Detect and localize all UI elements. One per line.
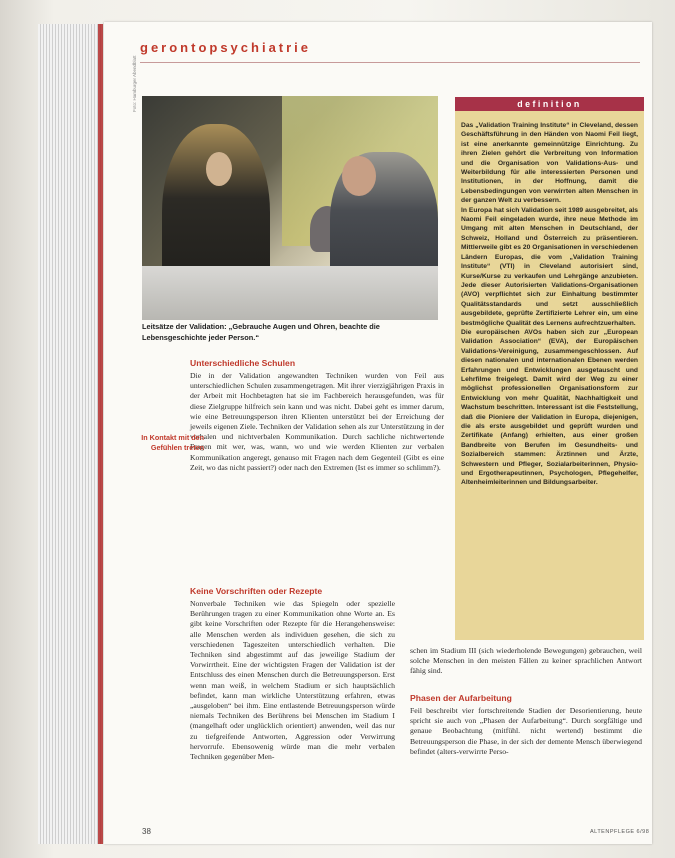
photo-woman-face xyxy=(206,152,232,186)
paragraph-schulen xyxy=(190,371,444,473)
paragraph-phasen-text: Feil beschreibt vier fortschreitende Stadien der Desorientierung, heute spricht sie auch von „Phasen der Aufarbeitung“. Durch sorgfältige und genaue Beobachtung (mitfühl. nicht wertend) bestimmt die Betreuungsperson die Phase, in der sich der demente Mensch überwiegend befindet (alters-verwirrte Perso- xyxy=(410,706,642,756)
paragraph-schulen-text: Die in der Validation angewandten Techniken wurden von Feil aus unterschiedlichen Schulen zusammengetragen. Mit ihrer vierzigjährigen Praxis in der Arbeit mit Hochbetagten hat sie im Fachbereich herausgefunden, was für diese Zielgruppe hilfreich sein kann und was nicht. Dabei geht es immer darum, wie eine Betreuungsperson ihren Klienten unterstützt bei der Erreichung der jeweils eigenen Ziele. Techniken der Validation sehen als zur Unterstützung in der verbalen und nichtverbalen Kommunikation. Durch sachliche nichtwertende Fragen mit wer, was, wann, wo und wie werden Klienten zur verbalen Kommunikation angeregt, genauso mit Fragen nach dem Gegenteil (Gibt es eine Zeit, wo das nicht passiert?) oder nach den Extremen (Ist es immer so schlimm?). xyxy=(190,371,444,472)
book-edge-stripe xyxy=(98,24,103,844)
heading-unterschiedliche-schulen: Unterschiedliche Schulen xyxy=(190,358,296,368)
margin-quote: In Kontakt mit den Gefühlen treten xyxy=(141,433,204,452)
photo-credit: Foto: Hamburger Abendblatt xyxy=(132,55,137,112)
definition-paragraph-3: Die europäischen AVOs haben sich zur „European Validation Association“ (EVA), der Europäischen Validations-Vereinigung, zusammengeschlossen. Auf diesen nationalen und internationalen Ebenen werden Erfahrungen und Entwicklungen ausgetauscht und Lehrfilme freigelegt. Damit wird der Weg zu einer möglichst professionellen Organisationsform zur Entwicklung von mehr Qualität, Nachhaltigkeit und Wachstum beschritten. Interessant ist die Feststellung, daß die Pioniere der Validation in Europa, diejenigen, die als erste ausgebildet und geprüft wurden und Zertifikate (Anfang) erhielten, aus einer großen Bandbreite von Berufen im Gesundheits- und Sozialbereich stammen: Ärztinnen und Ärzte, Schwestern und Pfleger, Sozialarbeiterinnen, Physio- und Ergotherapeutinnen, Psychologen, Pflegehelfer, Altenheimleiterinnen und Bildungsarbeiter. xyxy=(461,328,638,487)
definition-text xyxy=(461,121,638,488)
photo-man-face xyxy=(342,156,376,196)
footer-brand: ALTENPFLEGE 6/98 xyxy=(590,829,650,835)
section-title: gerontopsychiatrie xyxy=(140,40,312,55)
definition-title: definition xyxy=(455,97,644,111)
heading-keine-vorschriften: Keine Vorschriften oder Rezepte xyxy=(190,586,323,596)
paragraph-stadium xyxy=(410,646,642,677)
definition-box xyxy=(455,97,644,640)
photo-caption: Leitsätze der Validation: „Gebrauche Augen und Ohren, beachte die Lebensgeschichte jeder Person.“ xyxy=(142,322,380,342)
paragraph-vorschriften-text: Nonverbale Techniken wie das Spiegeln oder spezielle Berührungen tragen zu einer Kommunikation ohne Worte an. Es gibt keine Vorschriften oder Rezepte für die Herangehensweise: alle Menschen werden als individuen gesehen, die sich zu verschiedenen Tageszeiten unterschiedlich verhalten. Die Techniken sind abgestimmt auf das jeweilige Stadium der Vorwirrtheit. Eine der wichtigsten Fragen der Validation ist der Entschluss des einen Menschen durch die Betreuungsperson. Erst wenn man weiß, in welchem Stadium er sich hauptsächlich befindet, kann man wirkliche Unterstützung erfahren, etwas „ausgeloben“ bei ihm. Eine entlastende Betreuungsperson würde niemals Techniken des Berührens bei Menschen im Stadium I (mangelhaft oder unglücklich orientiert) anwenden, weil das nur zu tiefgreifende Antworten, Aggression oder Verwirrung hervorrufe. Ebensowenig würde man die mehr verbalen Techniken gegenüber Men- xyxy=(190,599,395,762)
paragraph-stadium-text: schen im Stadium III (sich wiederholende Bewegungen) gebrauchen, weil solche Menschen in den meisten Fällen zu keiner sprachlichen Antwort fähig sind. xyxy=(410,646,642,676)
definition-paragraph-2: In Europa hat sich Validation seit 1989 ausgebreitet, als Naomi Feil eingeladen wurde, ihre neue Methode im Umgang mit alten Menschen in Deutschland, der Schweiz, Holland und Österreich zu präsentieren. Mittlerweile gibt es 20 Organisationen in verschiedenen Ländern Europas, die vom „Validation Training Institute“ (VTI) in Cleveland autorisiert sind, Kurse/Kurse zu verkaufen und Lehrgänge anzubieten. Jede dieser Autorisierten Validations-Organisationen (AVO) verpflichtet sich zur Einhaltung bestimmter Qualitätsstandards und setzt ausschließlich ausgebildete, geprüfte Zertifizierte Lehrer ein, um eine bestmögliche Qualität des Lernens aufrechtzuerhalten. xyxy=(461,206,638,327)
definition-paragraph-1: Das „Validation Training Institute“ in Cleveland, dessen Geschäftsführung in den Händen von Naomi Feil liegt, ist eine anerkannte gemeinnützige Einrichtung. Zu ihren Zielen gehört die Verbreitung von Information und die Organisation von Validations-Aus- und Weiterbildung für alle interessierten Personen und Institutionen, in der Hoffnung, damit die Lebensbedingungen von verwirrten alten Menschen in der ganzen Welt zu verbessern. xyxy=(461,122,638,205)
page-number: 38 xyxy=(142,827,151,836)
article-photo xyxy=(142,96,438,320)
photo-table xyxy=(142,266,438,320)
section-divider xyxy=(140,62,640,63)
book-page-edges xyxy=(38,24,101,844)
heading-phasen: Phasen der Aufarbeitung xyxy=(410,693,512,703)
paragraph-vorschriften xyxy=(190,599,395,762)
paragraph-phasen xyxy=(410,706,642,757)
